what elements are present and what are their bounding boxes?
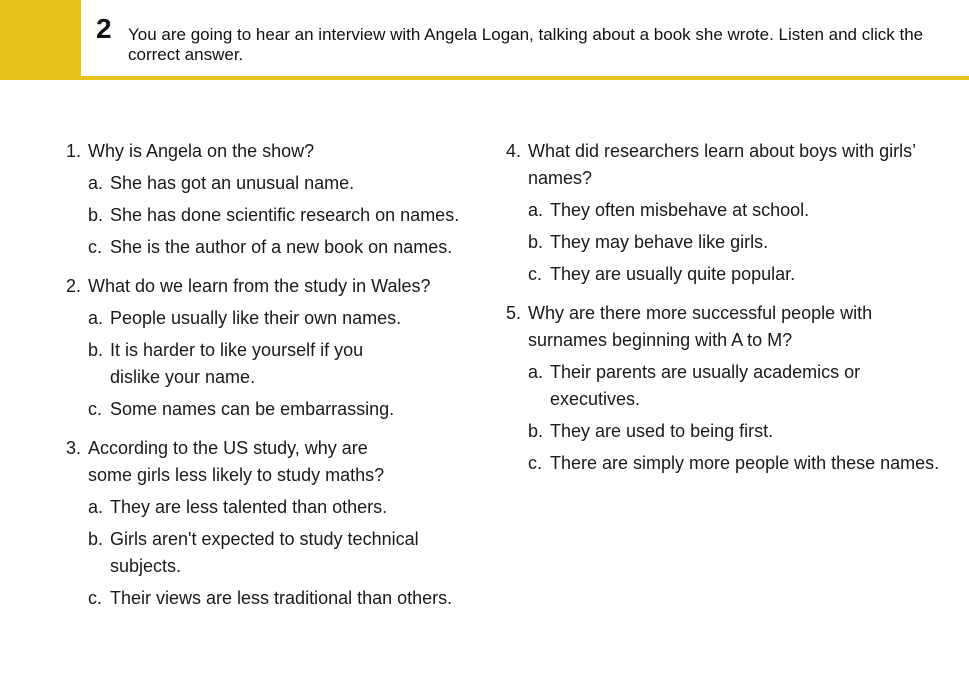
option-letter: c. xyxy=(88,588,103,608)
question-text: According to the US study, why are some girls less likely to study maths? xyxy=(88,438,385,485)
answer-option-1a[interactable] xyxy=(66,170,486,197)
question-1 xyxy=(66,138,486,261)
option-text: They often misbehave at school. xyxy=(550,200,810,220)
option-text: Some names can be embarrassing. xyxy=(110,399,395,419)
question-number: 2. xyxy=(66,276,82,296)
answer-option-4b[interactable] xyxy=(506,229,946,256)
header-rule xyxy=(0,76,969,80)
questions-left-column xyxy=(66,138,486,624)
option-letter: b. xyxy=(528,421,544,441)
question-5 xyxy=(506,300,946,477)
option-text: She has got an unusual name. xyxy=(110,173,355,193)
question-text: Why is Angela on the show? xyxy=(88,141,315,161)
option-letter: c. xyxy=(88,237,103,257)
answer-option-5a[interactable] xyxy=(506,359,946,413)
answer-option-5b[interactable] xyxy=(506,418,946,445)
option-letter: a. xyxy=(88,308,104,328)
option-letter: b. xyxy=(88,340,104,360)
option-letter: a. xyxy=(528,200,544,220)
exercise-header xyxy=(0,0,969,78)
question-number: 4. xyxy=(506,141,522,161)
exercise-number: 2 xyxy=(96,13,112,44)
option-text: It is harder to like yourself if you dislike your name. xyxy=(110,340,364,387)
question-text: What do we learn from the study in Wales? xyxy=(88,276,431,296)
option-text: They are usually quite popular. xyxy=(550,264,796,284)
option-letter: c. xyxy=(528,453,543,473)
question-2 xyxy=(66,273,486,423)
question-text: Why are there more successful people with surnames beginning with A to M? xyxy=(528,303,873,350)
question-3 xyxy=(66,435,486,612)
answer-option-1c[interactable] xyxy=(66,234,486,261)
option-text: There are simply more people with these names. xyxy=(550,453,940,473)
answer-option-4c[interactable] xyxy=(506,261,946,288)
accent-block xyxy=(0,0,81,76)
answer-option-2b[interactable] xyxy=(66,337,486,391)
option-letter: c. xyxy=(88,399,103,419)
option-letter: b. xyxy=(528,232,544,252)
option-text: They are less talented than others. xyxy=(110,497,388,517)
question-number: 1. xyxy=(66,141,82,161)
answer-option-3a[interactable] xyxy=(66,494,486,521)
option-text: Their views are less traditional than others. xyxy=(110,588,453,608)
questions-right-column xyxy=(506,138,946,489)
option-text: She is the author of a new book on names. xyxy=(110,237,453,257)
option-letter: a. xyxy=(88,173,104,193)
answer-option-3b[interactable] xyxy=(66,526,486,580)
exercise-instruction: You are going to hear an interview with Angela Logan, talking about a book she wrote. Listen and click the correct answer. xyxy=(128,25,924,64)
option-text: They may behave like girls. xyxy=(550,232,769,252)
option-text: People usually like their own names. xyxy=(110,308,402,328)
question-4 xyxy=(506,138,946,288)
answer-option-5c[interactable] xyxy=(506,450,946,477)
answer-option-4a[interactable] xyxy=(506,197,946,224)
option-text: She has done scientific research on names. xyxy=(110,205,460,225)
answer-option-3c[interactable] xyxy=(66,585,486,612)
option-text: Their parents are usually academics or executives. xyxy=(550,362,861,409)
question-text: What did researchers learn about boys with girls’ names? xyxy=(528,141,916,188)
answer-option-2c[interactable] xyxy=(66,396,486,423)
option-letter: b. xyxy=(88,529,104,549)
option-letter: a. xyxy=(88,497,104,517)
answer-option-1b[interactable] xyxy=(66,202,486,229)
answer-option-2a[interactable] xyxy=(66,305,486,332)
question-number: 3. xyxy=(66,438,82,458)
option-text: Girls aren't expected to study technical subjects. xyxy=(110,529,419,576)
option-letter: b. xyxy=(88,205,104,225)
question-number: 5. xyxy=(506,303,522,323)
option-letter: c. xyxy=(528,264,543,284)
option-text: They are used to being first. xyxy=(550,421,774,441)
option-letter: a. xyxy=(528,362,544,382)
